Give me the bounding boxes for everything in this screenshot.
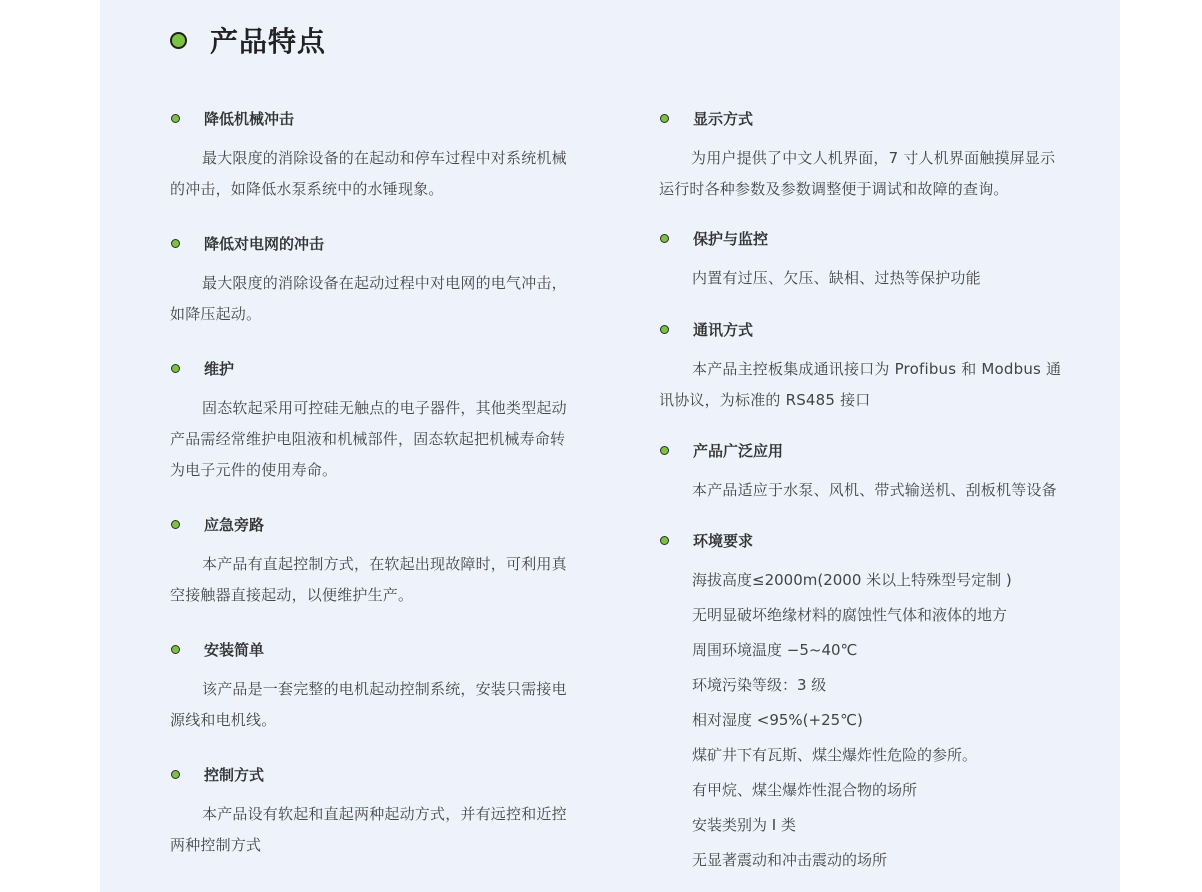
section-title: 产品特点: [210, 25, 327, 58]
feature-title: 产品广泛应用: [693, 441, 784, 460]
bullet-icon: [171, 114, 180, 123]
bullet-icon: [171, 239, 180, 248]
feature-title: 安装简单: [204, 640, 265, 659]
environment-line: 周围环境温度 −5~40℃: [692, 641, 858, 659]
feature-description: 内置有过压、欠压、缺相、过热等保护功能: [692, 269, 981, 287]
environment-list: [659, 563, 1064, 878]
feature-item: [659, 440, 1064, 506]
feature-description: 本产品有直起控制方式，在软起出现故障时，可利用真空接触器直接起动，以便维护生产。: [170, 555, 567, 604]
feature-description: 本产品主控板集成通讯接口为 Profibus 和 Modbus 通讯协议，为标准的 RS485 接口: [659, 360, 1062, 409]
feature-title: 控制方式: [204, 765, 265, 784]
feature-title: 维护: [204, 359, 235, 378]
feature-description: 固态软起采用可控硅无触点的电子器件，其他类型起动产品需经常维护电阻液和机械部件，固态软起把机械寿命转为电子元件的使用寿命。: [170, 399, 567, 479]
feature-title: 降低对电网的冲击: [204, 234, 325, 253]
bullet-icon: [660, 325, 669, 334]
section-header: [170, 20, 326, 60]
environment-line: 环境污染等级：3 级: [692, 676, 827, 694]
bullet-icon: [660, 114, 669, 123]
feature-description: 最大限度的消除设备在起动过程中对电网的电气冲击，如降压起动。: [170, 274, 567, 323]
bullet-icon: [171, 520, 180, 529]
environment-line: 煤矿井下有瓦斯、煤尘爆炸性危险的参所。: [692, 746, 978, 764]
feature-description: 为用户提供了中文人机界面，7 寸人机界面触摸屏显示运行时各种参数及参数调整便于调试和故障的查询。: [659, 149, 1056, 198]
bullet-icon: [660, 536, 669, 545]
environment-line: 安装类别为 Ⅰ 类: [692, 816, 796, 834]
feature-title: 保护与监控: [693, 229, 769, 248]
bullet-icon: [171, 364, 180, 373]
feature-description: 该产品是一套完整的电机起动控制系统，安装只需接电源线和电机线。: [170, 680, 567, 729]
feature-item: [659, 108, 1064, 205]
feature-description: 本产品适应于水泵、风机、带式输送机、刮板机等设备: [692, 481, 1057, 499]
feature-item: [170, 108, 575, 205]
feature-title: 通讯方式: [693, 320, 754, 339]
feature-description: 本产品设有软起和直起两种起动方式，并有远控和近控两种控制方式: [170, 805, 567, 854]
environment-section: [659, 530, 1064, 878]
feature-item: [659, 228, 1064, 294]
feature-item: [170, 514, 575, 611]
feature-title: 降低机械冲击: [204, 109, 295, 128]
environment-line: 海拔高度≤2000m(2000 米以上特殊型号定制 ): [692, 571, 1012, 589]
environment-line: 无明显破坏绝缘材料的腐蚀性气体和液体的地方: [692, 606, 1008, 624]
bullet-icon: [171, 770, 180, 779]
bullet-icon: [660, 234, 669, 243]
bullet-icon: [660, 446, 669, 455]
environment-line: 相对湿度 <95%(+25℃): [692, 711, 863, 729]
bullet-icon: [171, 645, 180, 654]
feature-item: [659, 319, 1064, 416]
feature-item: [170, 358, 575, 486]
title-bullet-icon: [170, 32, 187, 49]
feature-title: 显示方式: [693, 109, 754, 128]
environment-title: 环境要求: [693, 531, 754, 550]
environment-line: 有甲烷、煤尘爆炸性混合物的场所: [692, 781, 918, 799]
feature-title: 应急旁路: [204, 515, 265, 534]
feature-description: 最大限度的消除设备的在起动和停车过程中对系统机械的冲击，如降低水泵系统中的水锤现象。: [170, 149, 567, 198]
feature-item: [170, 233, 575, 330]
feature-item: [170, 639, 575, 736]
environment-line: 无显著震动和冲击震动的场所: [692, 851, 888, 869]
feature-item: [170, 764, 575, 861]
